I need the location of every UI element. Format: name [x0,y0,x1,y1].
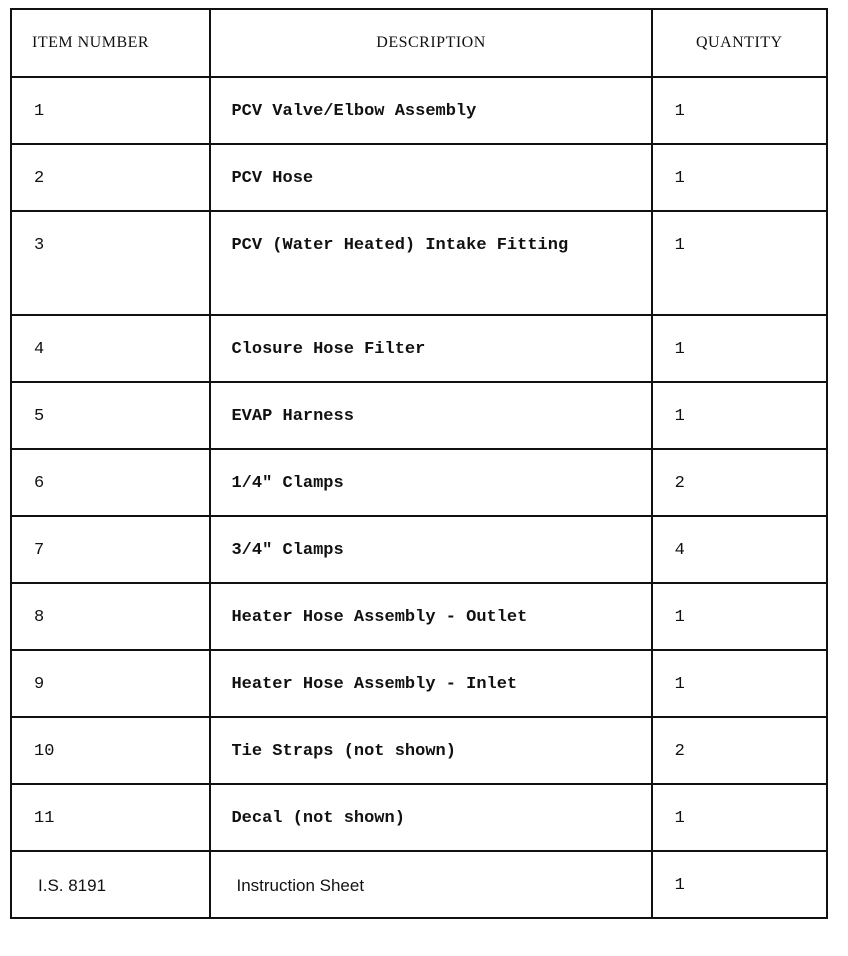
description-cell: 3/4" Clamps [210,516,651,583]
table-row [11,77,827,144]
quantity-cell: 2 [652,449,827,516]
quantity-cell: 1 [652,382,827,449]
item-number-cell: 8 [11,583,210,650]
description-cell: Closure Hose Filter [210,315,651,382]
description-cell: PCV Valve/Elbow Assembly [210,77,651,144]
item-number-cell: 3 [11,211,210,315]
description-cell: PCV (Water Heated) Intake Fitting [210,211,651,315]
table-row [11,211,827,315]
table-row [11,449,827,516]
quantity-cell: 1 [652,144,827,211]
description-cell: Tie Straps (not shown) [210,717,651,784]
description-cell: EVAP Harness [210,382,651,449]
item-number-cell: 6 [11,449,210,516]
quantity-cell: 1 [652,851,827,918]
description-cell: Instruction Sheet [210,851,651,918]
item-number-cell: 7 [11,516,210,583]
quantity-cell: 4 [652,516,827,583]
quantity-cell: 1 [652,77,827,144]
table-row [11,650,827,717]
description-cell: 1/4" Clamps [210,449,651,516]
item-number-cell: I.S. 8191 [11,851,210,918]
item-number-cell: 5 [11,382,210,449]
item-number-cell: 4 [11,315,210,382]
quantity-cell: 1 [652,315,827,382]
parts-list-table [10,8,828,919]
table-row [11,516,827,583]
table-row [11,382,827,449]
quantity-cell: 1 [652,583,827,650]
item-number-cell: 11 [11,784,210,851]
description-cell: Decal (not shown) [210,784,651,851]
description-cell: PCV Hose [210,144,651,211]
item-number-cell: 1 [11,77,210,144]
quantity-cell: 2 [652,717,827,784]
header-row [11,9,827,77]
item-number-cell: 2 [11,144,210,211]
description-cell: Heater Hose Assembly - Outlet [210,583,651,650]
quantity-cell: 1 [652,784,827,851]
header-quantity: QUANTITY [652,9,827,77]
quantity-cell: 1 [652,211,827,315]
item-number-cell: 9 [11,650,210,717]
table-row [11,717,827,784]
table-row [11,851,827,918]
description-cell: Heater Hose Assembly - Inlet [210,650,651,717]
table-row [11,583,827,650]
table-row [11,315,827,382]
item-number-cell: 10 [11,717,210,784]
header-item-number: ITEM NUMBER [11,9,210,77]
table-row [11,784,827,851]
table-row [11,144,827,211]
header-description: DESCRIPTION [210,9,651,77]
quantity-cell: 1 [652,650,827,717]
